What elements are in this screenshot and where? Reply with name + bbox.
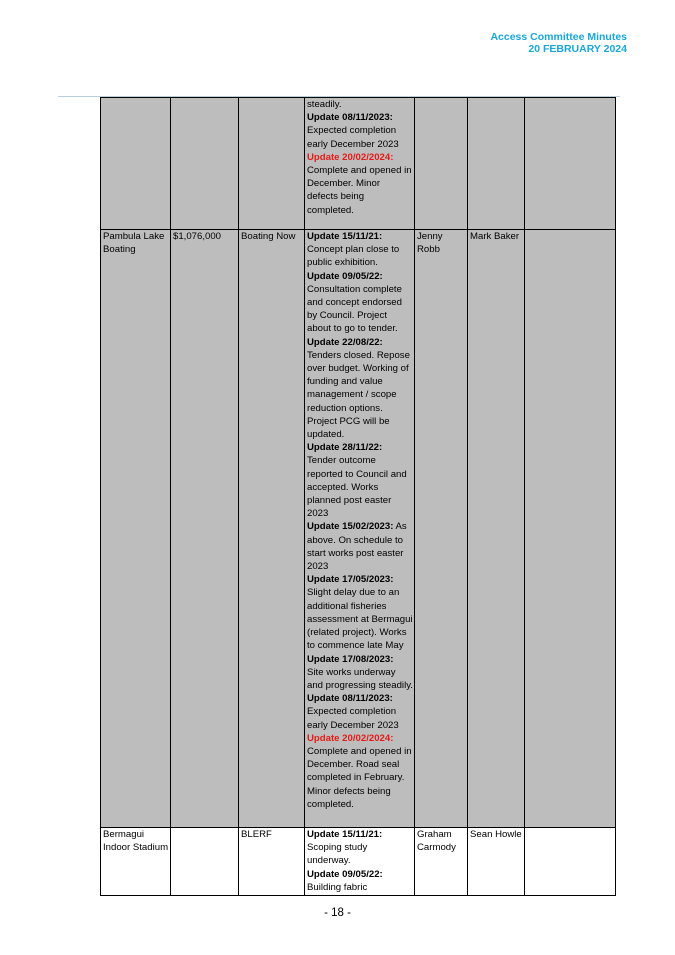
table-row (101, 98, 616, 230)
update-date-label: Update 17/05/2023: (307, 574, 394, 586)
cell-project (101, 98, 171, 230)
update-entry (307, 230, 413, 270)
update-date-label: Update 20/02/2024: (307, 732, 394, 744)
cell-project: Pambula Lake Boating (101, 230, 171, 828)
cell-funding: BLERF (239, 828, 305, 896)
cell-project: Bermagui Indoor Stadium (101, 828, 171, 896)
update-entry (307, 868, 413, 894)
update-text: Tenders closed. Repose over budget. Working of funding and value management / scope reduction options. Project PCG will be updated. (307, 349, 410, 441)
cell-responsible: Graham Carmody (415, 828, 468, 896)
cell-budget (171, 828, 239, 896)
cell-budget: $1,076,000 (171, 230, 239, 828)
update-text: Expected completion early December 2023 (307, 706, 399, 731)
update-text: Scoping study underway. (307, 842, 368, 867)
cell-extra (525, 98, 616, 230)
update-text: steadily. (307, 99, 342, 110)
cell-manager: Sean Howle (468, 828, 525, 896)
update-date-label: Update 15/11/21: (307, 231, 383, 242)
update-text: Complete and opened in December. Minor defects being completed. (307, 165, 412, 216)
cell-responsible (415, 98, 468, 230)
update-date-label: Update 22/08/22: (307, 336, 383, 348)
page-number: - 18 - (324, 907, 351, 919)
update-text: As above. On schedule to start works post easter 2023 (307, 521, 407, 573)
cell-responsible: Jenny Robb (415, 230, 468, 828)
update-date-label: Update 15/11/21: (307, 829, 383, 840)
update-date-label: Update 08/11/2023: (307, 112, 393, 124)
update-text: Expected completion early December 2023 (307, 125, 399, 150)
update-text: Complete and opened in December. Road seal completed in February. Minor defects being completed. (307, 745, 412, 810)
update-date-label: Update 09/05/22: (307, 270, 383, 282)
update-date-label: Update 08/11/2023: (307, 693, 393, 705)
table-body (101, 98, 616, 896)
update-entry (307, 270, 413, 336)
header-title: Access Committee Minutes (490, 31, 627, 43)
cell-manager (468, 98, 525, 230)
cell-funding (239, 98, 305, 230)
update-text: Concept plan close to public exhibition. (307, 244, 400, 269)
update-date-label: Update 15/02/2023: (307, 521, 394, 533)
cell-updates (305, 230, 415, 828)
update-text: Site works underway and progressing steadily. (307, 666, 413, 691)
update-date-label: Update 17/08/2023: (307, 653, 394, 665)
cell-updates (305, 828, 415, 896)
update-text: Building fabric (307, 881, 368, 893)
update-entry (307, 151, 413, 217)
cell-funding: Boating Now (239, 230, 305, 828)
update-entry (307, 520, 413, 573)
update-entry (307, 732, 413, 811)
update-date-label: Update 28/11/22: (307, 442, 383, 454)
cell-updates (305, 98, 415, 230)
update-entry (307, 98, 413, 111)
table-row (101, 828, 616, 896)
update-date-label: Update 09/05/22: (307, 868, 383, 880)
header-date: 20 FEBRUARY 2024 (528, 43, 627, 55)
cell-budget (171, 98, 239, 230)
cell-extra (525, 828, 616, 896)
project-updates-table (100, 97, 616, 896)
update-date-label: Update 20/02/2024: (307, 151, 394, 163)
update-entry (307, 692, 413, 732)
document-header (490, 31, 627, 55)
table-row (101, 230, 616, 828)
update-text: Tender outcome reported to Council and accepted. Works planned post easter 2023 (307, 455, 407, 520)
update-entry (307, 828, 413, 868)
update-entry (307, 441, 413, 520)
cell-manager: Mark Baker (468, 230, 525, 828)
update-entry (307, 111, 413, 151)
update-text: Slight delay due to an additional fisheries assessment at Bermagui (related project). Works to commence late May (307, 587, 413, 652)
update-entry (307, 653, 413, 693)
update-text: Consultation complete and concept endorsed by Council. Project about to go to tender. (307, 283, 402, 335)
update-entry (307, 573, 413, 652)
update-entry (307, 336, 413, 442)
cell-extra (525, 230, 616, 828)
